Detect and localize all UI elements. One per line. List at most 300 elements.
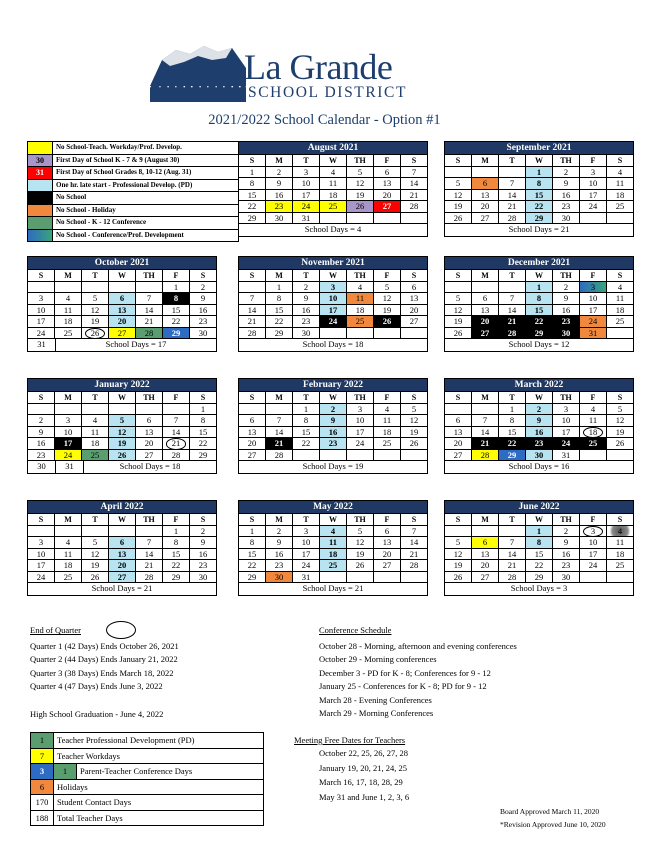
- weekday-header: W: [109, 270, 136, 282]
- day-cell: 20: [109, 560, 136, 572]
- weekday-header: W: [526, 392, 553, 404]
- day-cell: 8: [239, 178, 266, 190]
- day-cell: [266, 404, 293, 416]
- month-day-grid: [238, 270, 428, 339]
- month-title: April 2022: [27, 500, 217, 514]
- day-cell: 15: [163, 549, 190, 561]
- staff-legend-count: 170: [31, 795, 54, 810]
- day-cell: 10: [580, 293, 607, 305]
- day-cell: 15: [266, 305, 293, 317]
- day-cell: 27: [109, 328, 136, 340]
- day-cell: 24: [55, 450, 82, 462]
- weekday-header: TH: [136, 514, 163, 526]
- day-cell: [55, 526, 82, 538]
- day-cell: 11: [320, 178, 347, 190]
- day-cell: 7: [499, 293, 526, 305]
- day-cell: 20: [472, 316, 499, 328]
- day-cell: 3: [580, 526, 607, 538]
- legend-label: No School - Conference/Prof. Development: [56, 230, 184, 239]
- day-cell: 8: [526, 178, 553, 190]
- day-cell: 10: [320, 293, 347, 305]
- day-cell: [347, 213, 374, 225]
- day-cell: 28: [401, 560, 428, 572]
- weekday-header: TH: [347, 514, 374, 526]
- end-quarter-oval-icon: [106, 621, 136, 639]
- day-cell: 21: [266, 438, 293, 450]
- day-cell: 9: [553, 293, 580, 305]
- meeting-free-item: October 22, 25, 26, 27, 28: [319, 748, 409, 758]
- month-calendar: [27, 256, 217, 352]
- overflow-day-cell: 31: [56, 461, 84, 473]
- month-title: February 2022: [238, 378, 428, 392]
- day-cell: 21: [136, 316, 163, 328]
- weekday-header: W: [109, 392, 136, 404]
- day-cell: 20: [401, 305, 428, 317]
- day-cell: 18: [320, 190, 347, 202]
- day-cell: [239, 404, 266, 416]
- day-cell: 6: [109, 293, 136, 305]
- month-day-grid: [27, 270, 217, 339]
- day-cell: 2: [553, 526, 580, 538]
- school-days-footer: School Days = 12: [444, 339, 634, 352]
- day-cell: 11: [82, 427, 109, 439]
- day-cell: 17: [553, 427, 580, 439]
- day-cell: 13: [109, 549, 136, 561]
- day-cell: 20: [445, 438, 472, 450]
- day-cell: 17: [347, 427, 374, 439]
- day-cell: 31: [553, 450, 580, 462]
- weekday-header: M: [266, 155, 293, 167]
- day-cell: 1: [163, 526, 190, 538]
- mountain-logo-icon: [148, 38, 248, 108]
- day-cell: 3: [580, 282, 607, 294]
- month-day-grid: [238, 155, 428, 224]
- day-cell: 16: [266, 549, 293, 561]
- day-cell: 25: [55, 328, 82, 340]
- month-title: January 2022: [27, 378, 217, 392]
- weekday-header: W: [109, 514, 136, 526]
- day-cell: 11: [607, 178, 634, 190]
- day-cell: 10: [28, 305, 55, 317]
- day-cell: [347, 328, 374, 340]
- day-cell: 30: [293, 328, 320, 340]
- day-cell: 10: [293, 178, 320, 190]
- day-cell: 14: [499, 549, 526, 561]
- day-cell: 6: [374, 167, 401, 179]
- day-cell: 13: [239, 427, 266, 439]
- day-cell: 16: [293, 305, 320, 317]
- day-cell: 1: [266, 282, 293, 294]
- day-cell: 11: [374, 415, 401, 427]
- day-cell: 30: [553, 328, 580, 340]
- day-cell: [109, 404, 136, 416]
- day-cell: 14: [163, 427, 190, 439]
- day-cell: 8: [239, 537, 266, 549]
- weekday-header: T: [499, 514, 526, 526]
- legend-label: First Day of School K - 7 & 9 (August 30): [56, 155, 180, 164]
- weekday-header: S: [401, 392, 428, 404]
- legend-swatch: 30: [28, 155, 53, 167]
- day-cell: 19: [607, 427, 634, 439]
- day-cell: 8: [526, 293, 553, 305]
- day-cell: 3: [553, 404, 580, 416]
- day-cell: 11: [607, 537, 634, 549]
- day-cell: 26: [374, 316, 401, 328]
- weekday-header: M: [472, 270, 499, 282]
- legend-row: [28, 155, 238, 168]
- day-cell: 15: [499, 427, 526, 439]
- day-cell: 26: [82, 328, 109, 340]
- day-cell: 22: [526, 316, 553, 328]
- month-calendar: [238, 378, 428, 474]
- day-cell: 9: [266, 178, 293, 190]
- day-cell: 20: [374, 549, 401, 561]
- weekday-header: T: [499, 392, 526, 404]
- conference-item: March 29 - Morning Conferences: [319, 708, 434, 718]
- day-cell: 27: [472, 572, 499, 584]
- day-cell: 6: [401, 282, 428, 294]
- day-cell: 25: [607, 316, 634, 328]
- month-calendar: [444, 141, 634, 237]
- day-cell: [136, 526, 163, 538]
- graduation-date: High School Graduation - June 4, 2022: [30, 708, 164, 719]
- day-cell: 9: [190, 537, 217, 549]
- day-cell: 13: [109, 305, 136, 317]
- weekday-header: S: [28, 270, 55, 282]
- day-cell: 22: [266, 316, 293, 328]
- day-cell: 21: [499, 316, 526, 328]
- day-cell: [580, 450, 607, 462]
- weekday-header: F: [163, 270, 190, 282]
- day-cell: 5: [607, 404, 634, 416]
- day-cell: [320, 328, 347, 340]
- weekday-header: M: [266, 514, 293, 526]
- day-cell: 7: [499, 178, 526, 190]
- day-cell: [82, 282, 109, 294]
- day-cell: 26: [82, 572, 109, 584]
- day-cell: 28: [136, 328, 163, 340]
- day-cell: 26: [347, 201, 374, 213]
- weekday-header: M: [472, 392, 499, 404]
- day-cell: [136, 404, 163, 416]
- meeting-free-list: [319, 746, 409, 804]
- day-cell: 11: [580, 415, 607, 427]
- day-cell: [347, 450, 374, 462]
- month-calendar: [444, 500, 634, 596]
- weekday-header: M: [266, 392, 293, 404]
- staff-legend-count-secondary: 1: [54, 764, 77, 779]
- day-cell: 14: [472, 427, 499, 439]
- day-cell: 27: [109, 572, 136, 584]
- weekday-header: F: [580, 270, 607, 282]
- legend-label: No School - K - 12 Conference: [56, 218, 147, 226]
- end-quarter-item: Quarter 2 (44 Days) Ends January 21, 2022: [30, 654, 178, 664]
- day-cell: 27: [472, 328, 499, 340]
- weekday-header: S: [607, 270, 634, 282]
- month-calendar: [238, 256, 428, 352]
- month-day-grid: [238, 392, 428, 461]
- weekday-header: TH: [136, 392, 163, 404]
- day-cell: 21: [499, 560, 526, 572]
- weekday-header: T: [499, 270, 526, 282]
- meeting-free-item: March 16, 17, 18, 28, 29: [319, 777, 403, 787]
- day-cell: 8: [499, 415, 526, 427]
- day-cell: 13: [401, 293, 428, 305]
- day-cell: 26: [347, 560, 374, 572]
- day-cell: 3: [293, 526, 320, 538]
- legend-swatch: [28, 192, 53, 204]
- weekday-header: F: [580, 392, 607, 404]
- day-cell: 11: [55, 305, 82, 317]
- day-cell: [28, 282, 55, 294]
- day-cell: 14: [401, 178, 428, 190]
- day-cell: 30: [266, 213, 293, 225]
- day-cell: [580, 572, 607, 584]
- day-cell: 18: [55, 560, 82, 572]
- day-cell: 19: [347, 549, 374, 561]
- day-cell: 27: [445, 450, 472, 462]
- weekday-header: S: [401, 514, 428, 526]
- day-cell: 17: [580, 190, 607, 202]
- weekday-header: T: [82, 514, 109, 526]
- day-cell: 15: [293, 427, 320, 439]
- day-cell: 21: [499, 201, 526, 213]
- school-days-footer: School Days = 4: [238, 224, 428, 237]
- day-cell: [401, 572, 428, 584]
- day-cell: 19: [109, 438, 136, 450]
- day-cell: 26: [401, 438, 428, 450]
- weekday-header: M: [472, 514, 499, 526]
- day-cell: 19: [445, 201, 472, 213]
- staff-legend-count: 188: [31, 811, 54, 826]
- day-cell: 17: [293, 190, 320, 202]
- day-cell: 22: [239, 201, 266, 213]
- day-cell: 28: [472, 450, 499, 462]
- day-cell: 9: [553, 537, 580, 549]
- day-cell: 22: [163, 560, 190, 572]
- day-cell: 23: [553, 201, 580, 213]
- day-cell: 23: [526, 438, 553, 450]
- day-cell: 30: [553, 572, 580, 584]
- day-cell: 1: [526, 167, 553, 179]
- day-cell: 19: [445, 560, 472, 572]
- end-quarter-item: Quarter 1 (42 Days) Ends October 26, 2021: [30, 640, 179, 651]
- day-cell: 8: [293, 415, 320, 427]
- day-cell: 19: [82, 560, 109, 572]
- day-cell: 15: [526, 305, 553, 317]
- weekday-header: S: [401, 270, 428, 282]
- day-cell: 6: [472, 293, 499, 305]
- day-cell: [374, 328, 401, 340]
- weekday-header: TH: [347, 392, 374, 404]
- day-cell: 24: [580, 560, 607, 572]
- day-cell: 4: [607, 167, 634, 179]
- day-cell: 13: [445, 427, 472, 439]
- day-cell: 20: [109, 316, 136, 328]
- weekday-header: F: [163, 392, 190, 404]
- weekday-header: S: [28, 392, 55, 404]
- legend-row: [28, 142, 238, 155]
- school-days-footer: School Days = 19: [238, 461, 428, 474]
- day-cell: 2: [293, 282, 320, 294]
- day-cell: 3: [28, 537, 55, 549]
- weekday-header: S: [190, 392, 217, 404]
- day-cell: 27: [374, 201, 401, 213]
- day-cell: [320, 213, 347, 225]
- day-cell: 2: [266, 526, 293, 538]
- day-cell: 19: [347, 190, 374, 202]
- day-cell: 28: [136, 572, 163, 584]
- day-cell: 24: [580, 201, 607, 213]
- day-cell: 8: [163, 293, 190, 305]
- overflow-day-cell: 30: [28, 461, 56, 473]
- day-cell: [55, 404, 82, 416]
- weekday-header: W: [320, 392, 347, 404]
- day-cell: 20: [239, 438, 266, 450]
- school-days-footer: School Days = 18: [238, 339, 428, 352]
- legend-label: No School: [56, 193, 87, 201]
- day-cell: 12: [607, 415, 634, 427]
- staff-legend-label: Total Teacher Days: [57, 812, 123, 823]
- legend-swatch: [28, 205, 53, 217]
- day-cell: [82, 526, 109, 538]
- day-cell: 3: [55, 415, 82, 427]
- day-cell: [374, 572, 401, 584]
- day-cell: 6: [136, 415, 163, 427]
- day-cell: [472, 404, 499, 416]
- day-cell: 14: [499, 190, 526, 202]
- weekday-header: TH: [553, 270, 580, 282]
- day-cell: 2: [553, 167, 580, 179]
- day-cell: 29: [499, 450, 526, 462]
- day-cell: 22: [293, 438, 320, 450]
- weekday-header: M: [55, 392, 82, 404]
- day-cell: 10: [553, 415, 580, 427]
- day-cell: 13: [374, 537, 401, 549]
- day-cell: 10: [580, 178, 607, 190]
- day-cell: [109, 282, 136, 294]
- weekday-header: S: [239, 392, 266, 404]
- day-cell: 28: [499, 213, 526, 225]
- weekday-header: W: [526, 514, 553, 526]
- weekday-header: W: [526, 270, 553, 282]
- weekday-header: S: [190, 514, 217, 526]
- day-cell: 14: [266, 427, 293, 439]
- day-cell: 8: [266, 293, 293, 305]
- logo-subtitle: SCHOOL DISTRICT: [248, 84, 408, 101]
- day-cell: 18: [374, 427, 401, 439]
- day-cell: [445, 404, 472, 416]
- day-cell: 27: [239, 450, 266, 462]
- conference-item: January 25 - Conferences for K - 8; PD for 9 - 12: [319, 681, 487, 691]
- day-cell: 21: [239, 316, 266, 328]
- day-cell: 23: [293, 316, 320, 328]
- day-cell: 26: [445, 572, 472, 584]
- day-cell: 1: [190, 404, 217, 416]
- day-cell: 1: [163, 282, 190, 294]
- weekday-header: S: [607, 514, 634, 526]
- school-days-count: School Days = 17: [105, 339, 167, 349]
- day-cell: 4: [607, 282, 634, 294]
- day-cell: [472, 167, 499, 179]
- day-cell: 16: [553, 305, 580, 317]
- day-cell: 15: [190, 427, 217, 439]
- conference-item: October 28 - Morning, afternoon and evening conferences: [319, 640, 517, 651]
- day-cell: 21: [401, 549, 428, 561]
- day-cell: 6: [374, 526, 401, 538]
- day-cell: 26: [109, 450, 136, 462]
- day-cell: 11: [347, 293, 374, 305]
- day-cell: [499, 526, 526, 538]
- day-cell: 31: [580, 328, 607, 340]
- weekday-header: S: [445, 155, 472, 167]
- day-cell: 22: [526, 560, 553, 572]
- day-cell: 16: [28, 438, 55, 450]
- day-cell: 24: [293, 560, 320, 572]
- day-cell: [163, 404, 190, 416]
- day-cell: [401, 328, 428, 340]
- day-cell: 4: [55, 293, 82, 305]
- day-cell: [445, 282, 472, 294]
- month-title: May 2022: [238, 500, 428, 514]
- weekday-header: F: [374, 270, 401, 282]
- day-cell: 7: [136, 293, 163, 305]
- staff-legend-row: [31, 733, 263, 749]
- day-cell: 22: [499, 438, 526, 450]
- day-cell: [499, 167, 526, 179]
- day-cell: 13: [136, 427, 163, 439]
- day-cell: 16: [266, 190, 293, 202]
- day-cell: 16: [526, 427, 553, 439]
- weekday-header: S: [607, 392, 634, 404]
- weekday-header: TH: [553, 392, 580, 404]
- day-cell: 14: [136, 549, 163, 561]
- day-cell: 15: [526, 190, 553, 202]
- day-cell: [347, 572, 374, 584]
- school-days-footer: School Days = 3: [444, 583, 634, 596]
- day-cell: [136, 282, 163, 294]
- day-cell: 8: [163, 537, 190, 549]
- day-cell: 27: [401, 316, 428, 328]
- month-title: November 2021: [238, 256, 428, 270]
- conference-item: October 29 - Morning conferences: [319, 654, 437, 664]
- day-cell: 18: [607, 190, 634, 202]
- day-cell: 18: [82, 438, 109, 450]
- weekday-header: S: [401, 155, 428, 167]
- day-cell: 21: [136, 560, 163, 572]
- day-cell: 18: [607, 305, 634, 317]
- school-days-footer: [27, 339, 217, 352]
- day-cell: 16: [320, 427, 347, 439]
- day-cell: 7: [401, 167, 428, 179]
- staff-legend-row: [31, 780, 263, 796]
- day-cell: 23: [320, 438, 347, 450]
- day-cell: 6: [472, 537, 499, 549]
- end-quarter-item: Quarter 4 (47 Days) Ends June 3, 2022: [30, 681, 163, 691]
- day-cell: 22: [239, 560, 266, 572]
- day-cell: 21: [472, 438, 499, 450]
- school-days-footer: [27, 461, 217, 474]
- weekday-header: S: [239, 270, 266, 282]
- weekday-header: F: [580, 514, 607, 526]
- day-cell: 8: [526, 537, 553, 549]
- day-cell: 3: [28, 293, 55, 305]
- legend-row: [28, 205, 238, 218]
- day-cell: [320, 450, 347, 462]
- day-cell: 13: [374, 178, 401, 190]
- day-cell: 12: [445, 549, 472, 561]
- day-cell: 29: [163, 572, 190, 584]
